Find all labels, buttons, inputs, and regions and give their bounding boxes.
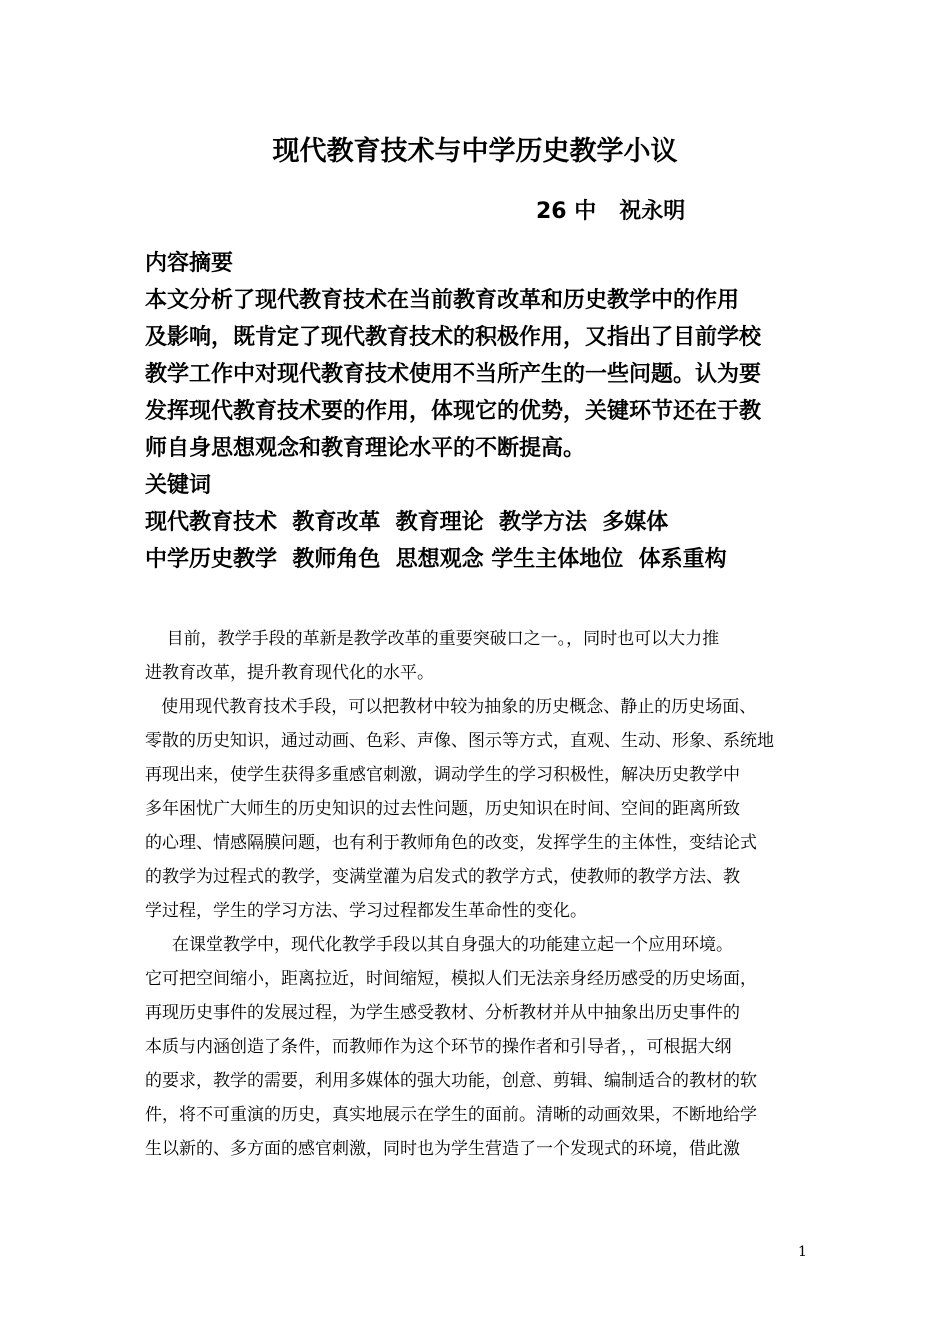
keywords-list [145, 504, 815, 578]
abstract-line: 发挥现代教育技术要的作用，体现它的优势，关键环节还在于教 [145, 399, 762, 424]
body-line: 目前，教学手段的革新是教学改革的重要突破口之一。，同时也可以大力推 [145, 629, 720, 649]
keywords-heading: 关键词 [145, 473, 212, 498]
body-text [145, 622, 815, 1166]
body-line: 再现历史事件的发展过程，为学生感受教材、分析教材并从中抽象出历史事件的 [145, 1003, 740, 1023]
abstract-line: 师自身思想观念和教育理论水平的不断提高。 [145, 436, 586, 461]
abstract-line: 教学工作中对现代教育技术使用不当所产生的一些问题。认为要 [145, 362, 762, 387]
page-number: 1 [798, 1244, 807, 1260]
body-line: 使用现代教育技术手段，可以把教材中较为抽象的历史概念、静止的历史场面、 [145, 697, 757, 717]
body-line: 再现出来，使学生获得多重感官刺激，调动学生的学习积极性，解决历史教学中 [145, 765, 740, 785]
document-title: 现代教育技术与中学历史教学小议 [272, 136, 678, 167]
body-line: 生以新的、多方面的感官刺激，同时也为学生营造了一个发现式的环境，借此激 [145, 1139, 740, 1159]
abstract-text [145, 282, 815, 467]
body-line: 本质与内涵创造了条件，而教师作为这个环节的操作者和引导者，，可根据大纲 [145, 1037, 732, 1057]
keywords-line: 现代教育技术 教育改革 教育理论 教学方法 多媒体 [145, 510, 669, 535]
body-line: 的教学为过程式的教学，变满堂灌为启发式的教学方式，使教师的教学方法、教 [145, 867, 740, 887]
body-line: 的要求，教学的需要，利用多媒体的强大功能，创意、剪辑、编制适合的教材的软 [145, 1071, 757, 1091]
abstract-heading: 内容摘要 [145, 251, 234, 276]
body-line: 学过程，学生的学习方法、学习过程都发生革命性的变化。 [145, 901, 587, 921]
body-line: 的心理、情感隔膜问题，也有利于教师角色的改变，发挥学生的主体性，变结论式 [145, 833, 757, 853]
body-line: 在课堂教学中，现代化教学手段以其自身强大的功能建立起一个应用环境。 [145, 935, 734, 955]
keywords-line: 中学历史教学 教师角色 思想观念 学生主体地位 体系重构 [145, 547, 727, 572]
author-line: 26 中 祝永明 [536, 199, 686, 224]
abstract-line: 及影响，既肯定了现代教育技术的积极作用，又指出了目前学校 [145, 325, 762, 350]
abstract-line: 本文分析了现代教育技术在当前教育改革和历史教学中的作用 [145, 288, 740, 313]
body-line: 它可把空间缩小，距离拉近，时间缩短，模拟人们无法亲身经历感受的历史场面， [145, 969, 757, 989]
body-line: 多年困忧广大师生的历史知识的过去性问题，历史知识在时间、空间的距离所致 [145, 799, 740, 819]
body-line: 零散的历史知识，通过动画、色彩、声像、图示等方式，直观、生动、形象、系统地 [145, 731, 774, 751]
body-line: 进教育改革，提升教育现代化的水平。 [145, 663, 434, 683]
body-line: 件，将不可重演的历史，真实地展示在学生的面前。清晰的动画效果，不断地给学 [145, 1105, 757, 1125]
